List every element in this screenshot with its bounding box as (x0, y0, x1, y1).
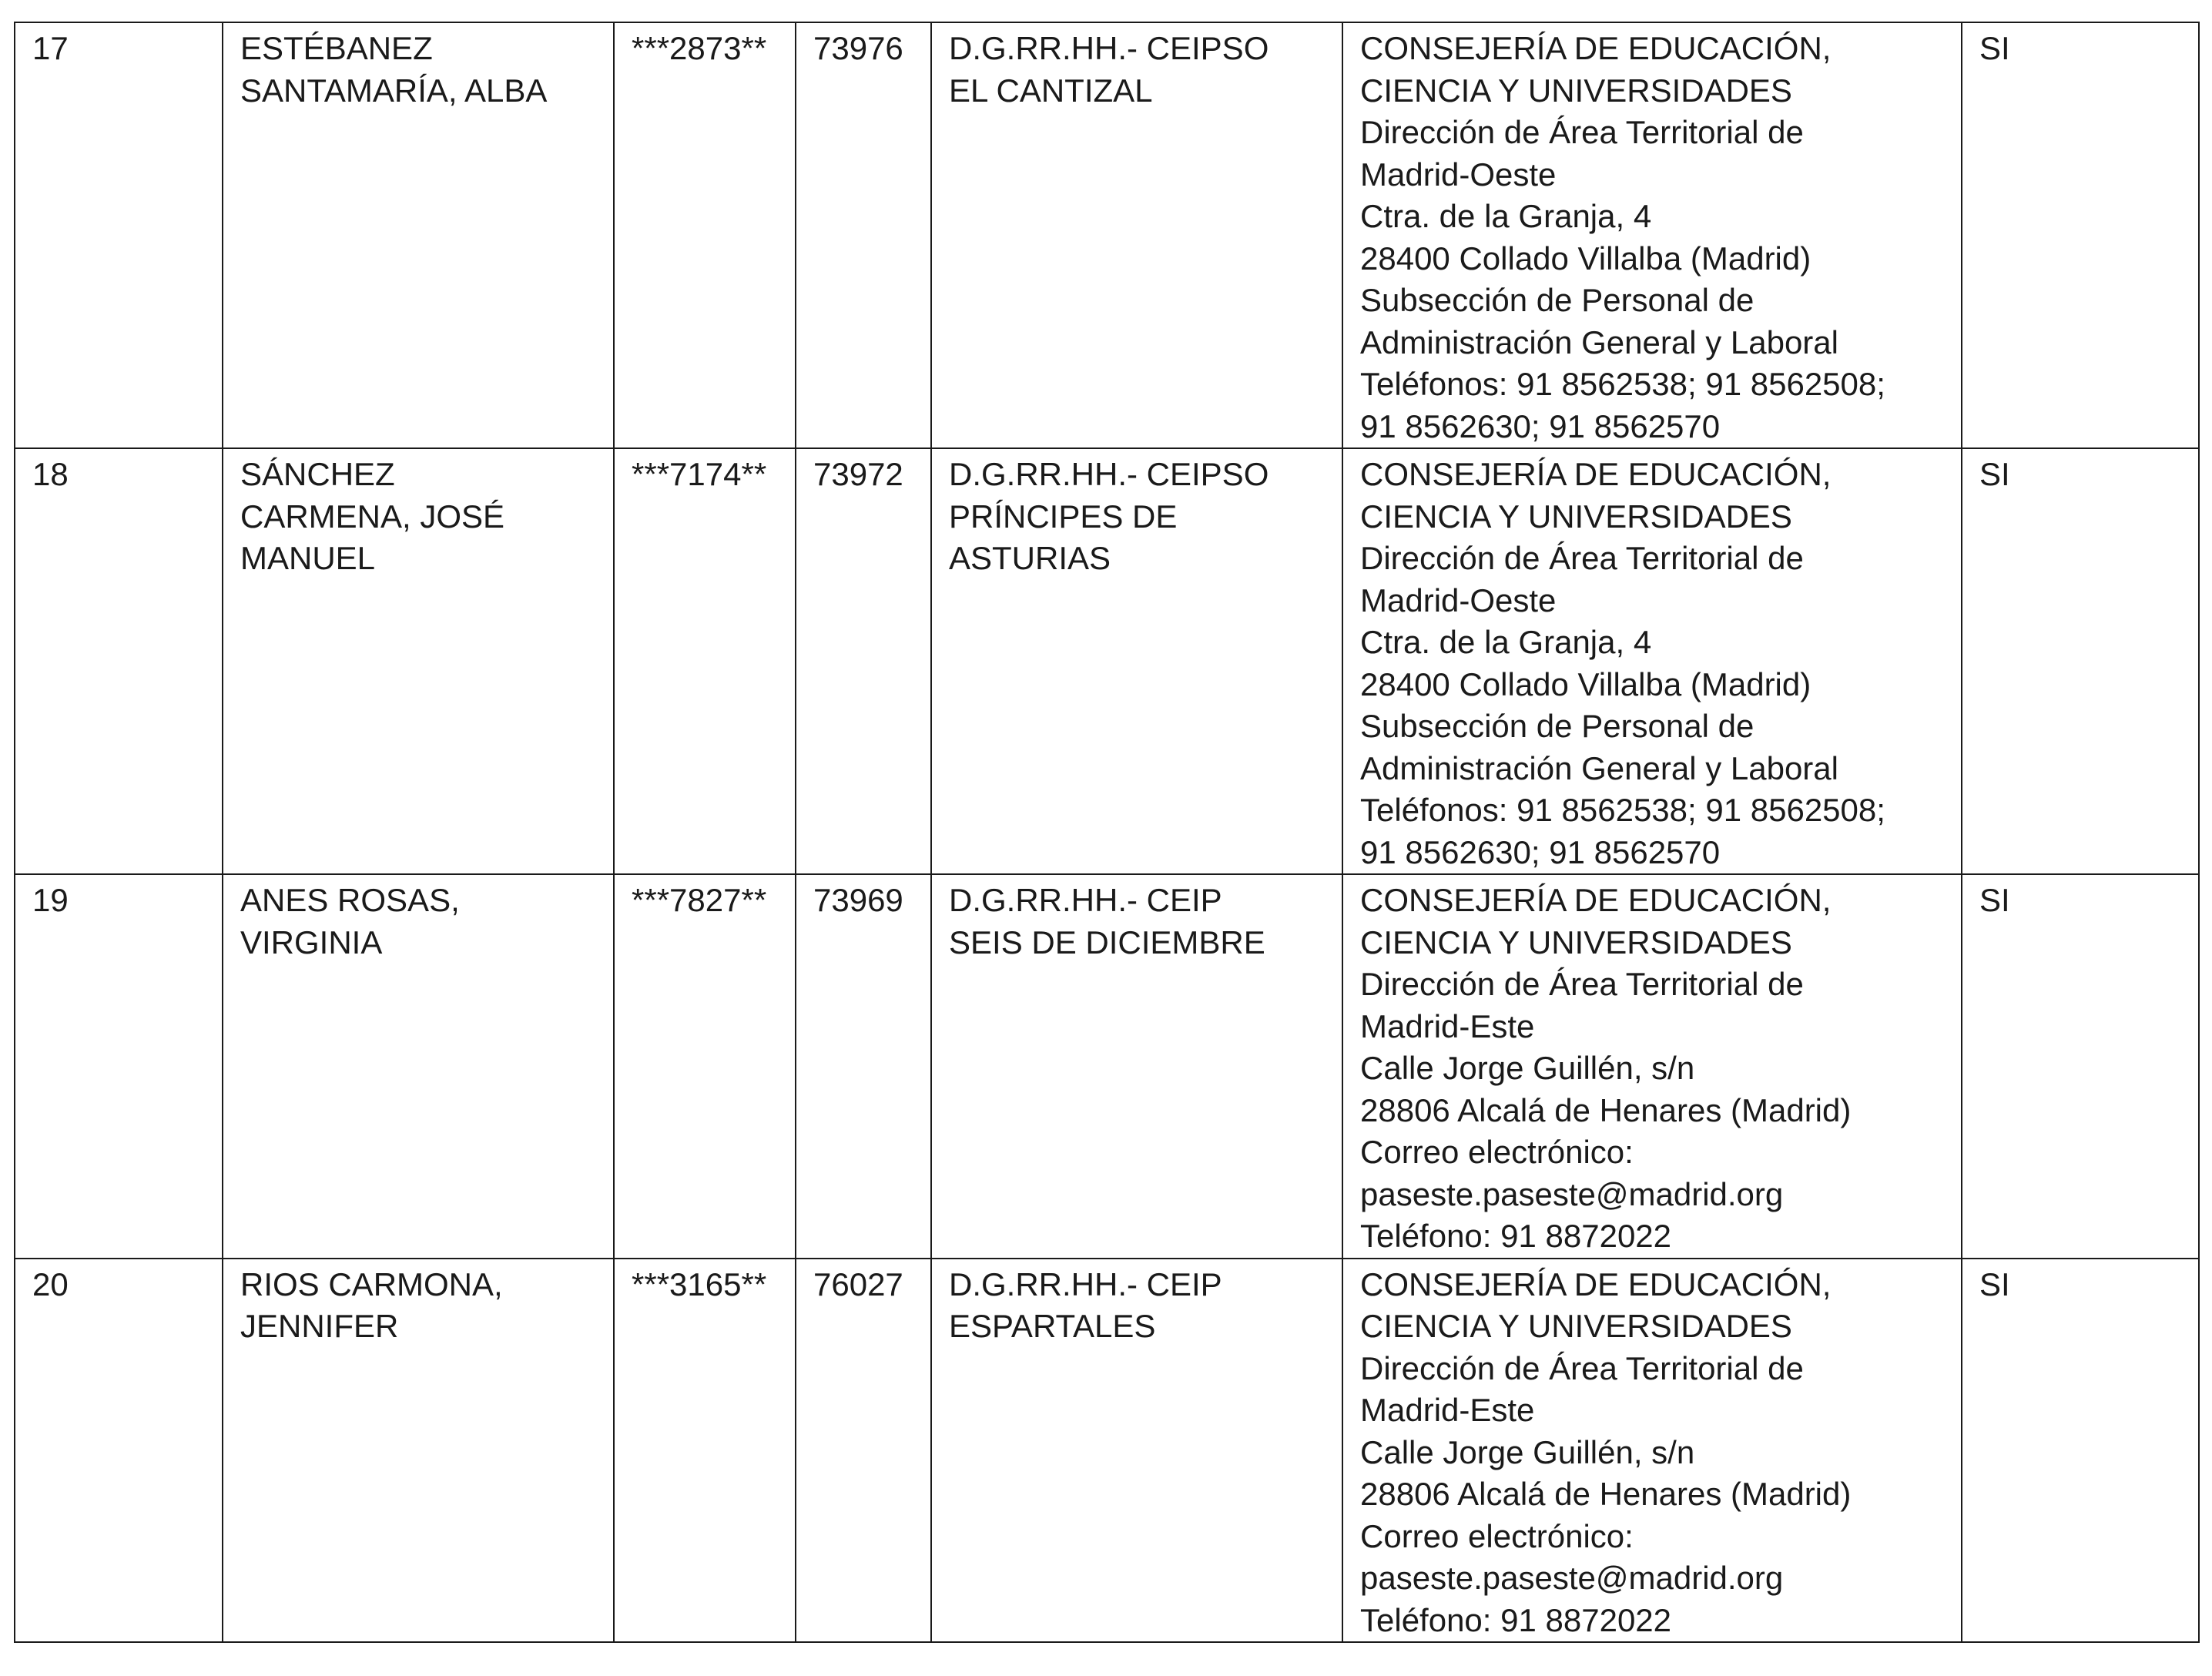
cell-line: Dirección de Área Territorial de (1360, 1349, 1804, 1386)
cell-line: VIRGINIA (240, 923, 383, 960)
cell-line: D.G.RR.HH.- CEIPSO (949, 30, 1269, 66)
cell-line: CARMENA, JOSÉ (240, 498, 505, 535)
cell-line: Ctra. de la Granja, 4 (1360, 624, 1652, 660)
cell-line: Teléfonos: 91 8562538; 91 8562508; (1360, 792, 1885, 828)
center-cell (931, 448, 1342, 874)
cell-line: Dirección de Área Territorial de (1360, 540, 1804, 576)
cell-line: CIENCIA Y UNIVERSIDADES (1360, 923, 1792, 960)
table-row (15, 1259, 2199, 1643)
cell-line: CONSEJERÍA DE EDUCACIÓN, (1360, 456, 1832, 492)
cell-line: Administración General y Laboral (1360, 749, 1838, 786)
cell-line: SÁNCHEZ (240, 456, 395, 492)
cell-line: 91 8562630; 91 8562570 (1360, 833, 1721, 870)
code-cell: 73969 (796, 874, 931, 1259)
cell-line: ASTURIAS (949, 540, 1111, 576)
cell-line: 28806 Alcalá de Henares (Madrid) (1360, 1091, 1852, 1128)
name-cell (223, 1259, 614, 1643)
table-row (15, 22, 2199, 448)
cell-line: Teléfono: 91 8872022 (1360, 1601, 1672, 1638)
dni-cell: ***2873** (614, 22, 796, 448)
cell-line: Subsección de Personal de (1360, 282, 1755, 318)
cell-line: JENNIFER (240, 1308, 399, 1344)
address-cell (1342, 874, 1962, 1259)
code-cell: 73976 (796, 22, 931, 448)
cell-line: Calle Jorge Guillén, s/n (1360, 1050, 1695, 1086)
address-cell (1342, 22, 1962, 448)
center-cell (931, 22, 1342, 448)
dni-cell: ***3165** (614, 1259, 796, 1643)
row-number-cell: 20 (15, 1259, 223, 1643)
cell-line: CIENCIA Y UNIVERSIDADES (1360, 72, 1792, 109)
cell-line: CONSEJERÍA DE EDUCACIÓN, (1360, 882, 1832, 918)
cell-line: Ctra. de la Granja, 4 (1360, 198, 1652, 234)
cell-line: 91 8562630; 91 8562570 (1360, 407, 1721, 444)
cell-line: Administración General y Laboral (1360, 323, 1838, 360)
cell-line: PRÍNCIPES DE (949, 498, 1178, 535)
cell-line: 28400 Collado Villalba (Madrid) (1360, 665, 1811, 702)
cell-line: ESPARTALES (949, 1308, 1156, 1344)
cell-line: Subsección de Personal de (1360, 708, 1755, 744)
cell-line: MANUEL (240, 540, 376, 576)
cell-line: ESTÉBANEZ (240, 30, 433, 66)
cell-line: CIENCIA Y UNIVERSIDADES (1360, 498, 1792, 535)
cell-line: Dirección de Área Territorial de (1360, 966, 1804, 1002)
table-body (15, 22, 2199, 1642)
cell-line: Madrid-Este (1360, 1392, 1535, 1428)
cell-line: paseste.paseste@madrid.org (1360, 1560, 1784, 1596)
name-cell (223, 22, 614, 448)
cell-line: RIOS CARMONA, (240, 1265, 503, 1302)
cell-line: CIENCIA Y UNIVERSIDADES (1360, 1308, 1792, 1344)
code-cell: 73972 (796, 448, 931, 874)
cell-line: CONSEJERÍA DE EDUCACIÓN, (1360, 1265, 1832, 1302)
cell-line: D.G.RR.HH.- CEIP (949, 882, 1222, 918)
cell-line: Madrid-Oeste (1360, 582, 1557, 618)
address-cell (1342, 1259, 1962, 1643)
cell-line: D.G.RR.HH.- CEIPSO (949, 456, 1269, 492)
center-cell (931, 1259, 1342, 1643)
cell-line: D.G.RR.HH.- CEIP (949, 1265, 1222, 1302)
dni-cell: ***7827** (614, 874, 796, 1259)
cell-line: Madrid-Este (1360, 1007, 1535, 1044)
cell-line: ANES ROSAS, (240, 882, 460, 918)
center-cell (931, 874, 1342, 1259)
cell-line: 28400 Collado Villalba (Madrid) (1360, 240, 1811, 277)
row-number-cell: 18 (15, 448, 223, 874)
personnel-table (14, 22, 2200, 1643)
cell-line: Teléfonos: 91 8562538; 91 8562508; (1360, 366, 1885, 402)
row-number-cell: 19 (15, 874, 223, 1259)
cell-line: Correo electrónico: (1360, 1517, 1634, 1554)
cell-line: Dirección de Área Territorial de (1360, 114, 1804, 150)
cell-line: SANTAMARÍA, ALBA (240, 72, 548, 109)
address-cell (1342, 448, 1962, 874)
name-cell (223, 448, 614, 874)
name-cell (223, 874, 614, 1259)
row-number-cell: 17 (15, 22, 223, 448)
code-cell: 76027 (796, 1259, 931, 1643)
flag-cell: SI (1962, 874, 2199, 1259)
table-row (15, 874, 2199, 1259)
cell-line: CONSEJERÍA DE EDUCACIÓN, (1360, 30, 1832, 66)
dni-cell: ***7174** (614, 448, 796, 874)
table-row (15, 448, 2199, 874)
cell-line: SEIS DE DICIEMBRE (949, 923, 1265, 960)
cell-line: EL CANTIZAL (949, 72, 1153, 109)
flag-cell: SI (1962, 448, 2199, 874)
cell-line: Correo electrónico: (1360, 1134, 1634, 1170)
cell-line: Madrid-Oeste (1360, 156, 1557, 193)
cell-line: 28806 Alcalá de Henares (Madrid) (1360, 1476, 1852, 1512)
flag-cell: SI (1962, 22, 2199, 448)
cell-line: paseste.paseste@madrid.org (1360, 1175, 1784, 1212)
cell-line: Teléfono: 91 8872022 (1360, 1218, 1672, 1254)
cell-line: Calle Jorge Guillén, s/n (1360, 1433, 1695, 1470)
flag-cell: SI (1962, 1259, 2199, 1643)
